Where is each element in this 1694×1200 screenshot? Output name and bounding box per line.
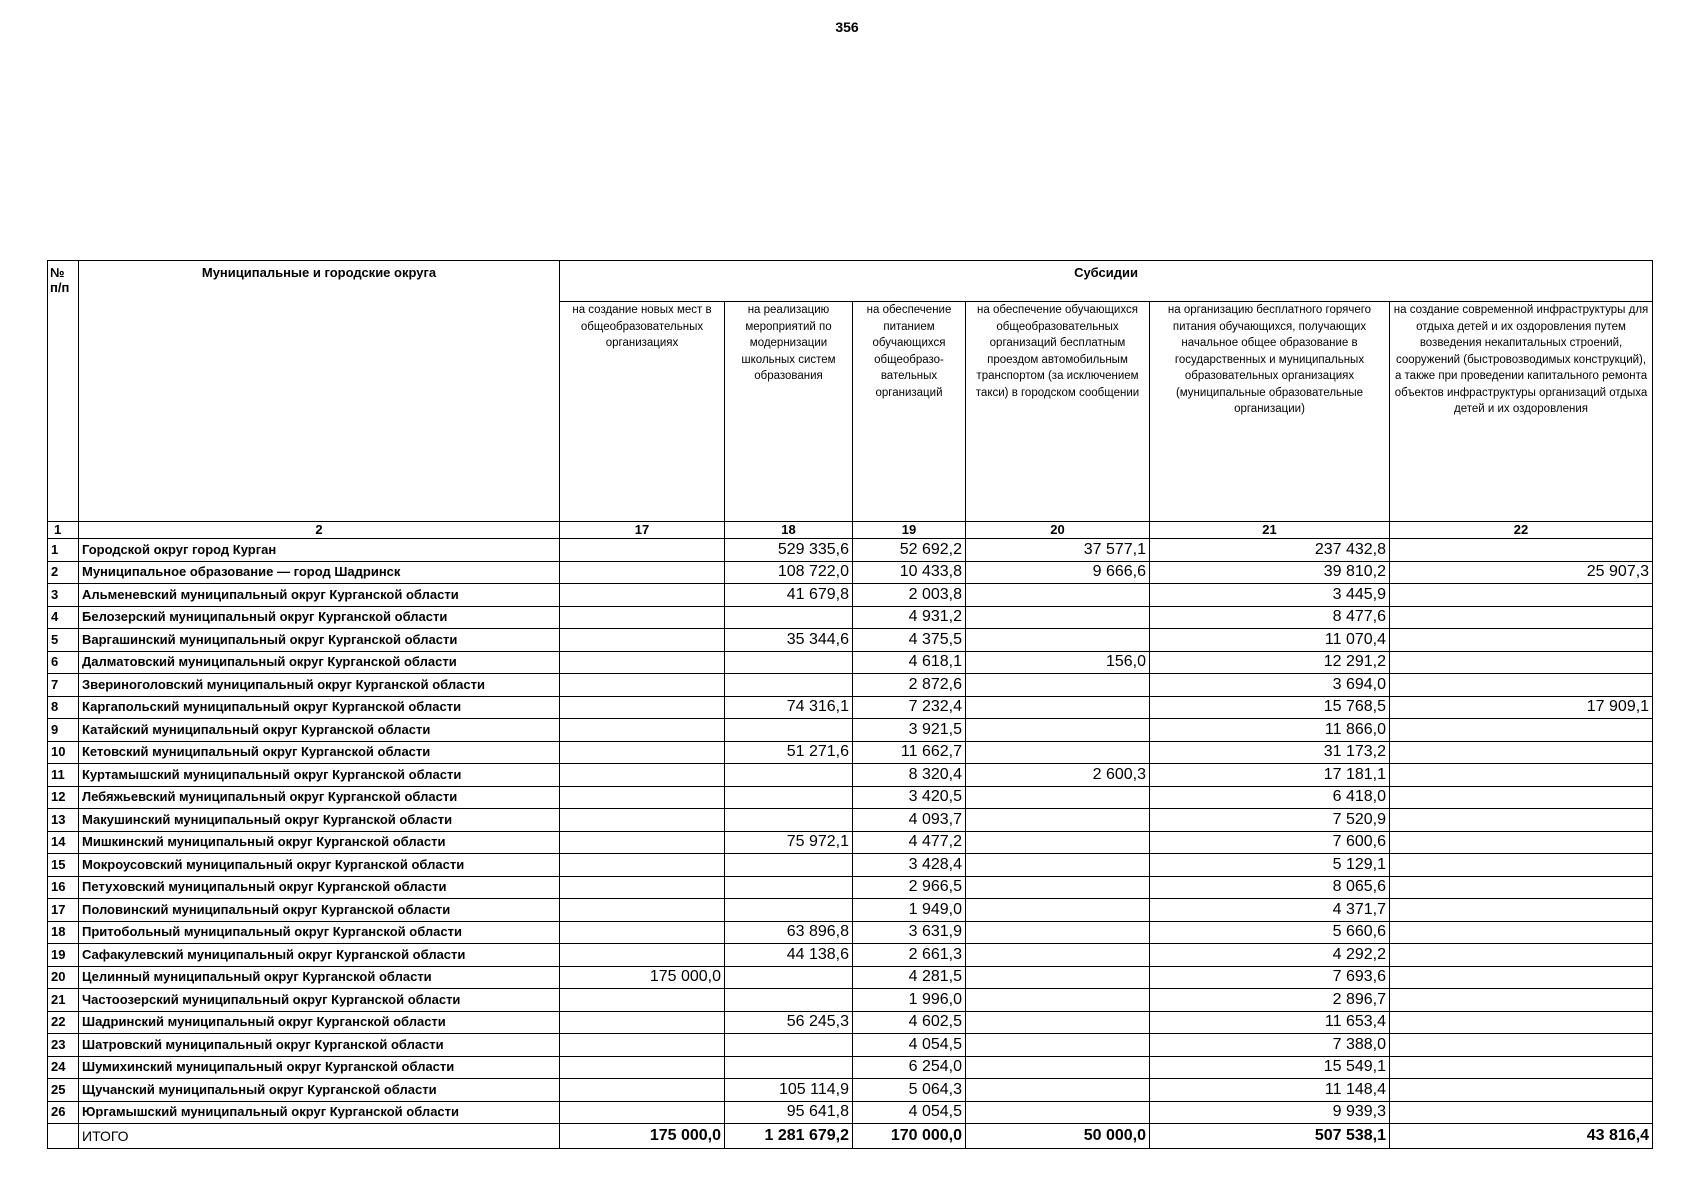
row-index: 12 — [48, 786, 79, 809]
header-col-22: на создание современной инфраструктуры для отдыха детей и их оздоровления путем возведения некапитальных строений, сооружений (быстровозводимых конструкций), а также при проведении капитального ремонта объектов инфраструктуры организаций отдыха детей и их оздоровления — [1390, 302, 1653, 522]
row-col-19: 4 602,5 — [853, 1011, 966, 1034]
row-col-19: 4 054,5 — [853, 1101, 966, 1124]
row-col-22 — [1390, 741, 1653, 764]
row-index: 13 — [48, 809, 79, 832]
row-col-17 — [560, 696, 725, 719]
row-col-18 — [725, 809, 853, 832]
subsidies-table — [47, 260, 1653, 1149]
table-body — [48, 539, 1653, 1124]
row-col-19: 1 949,0 — [853, 899, 966, 922]
total-col-18: 1 281 679,2 — [725, 1124, 853, 1149]
row-col-17 — [560, 651, 725, 674]
table-row — [48, 696, 1653, 719]
row-col-19: 4 093,7 — [853, 809, 966, 832]
table-row — [48, 584, 1653, 607]
row-index: 26 — [48, 1101, 79, 1124]
row-col-17 — [560, 921, 725, 944]
table-row — [48, 899, 1653, 922]
row-col-20: 37 577,1 — [966, 539, 1150, 562]
row-col-20 — [966, 921, 1150, 944]
table-row — [48, 606, 1653, 629]
row-col-22 — [1390, 1079, 1653, 1102]
row-col-21: 5 129,1 — [1150, 854, 1390, 877]
row-col-22 — [1390, 921, 1653, 944]
row-col-21: 11 866,0 — [1150, 719, 1390, 742]
total-col-19: 170 000,0 — [853, 1124, 966, 1149]
table-row — [48, 1101, 1653, 1124]
row-district-name: Шатровский муниципальный округ Курганской области — [79, 1034, 560, 1057]
table-row — [48, 741, 1653, 764]
row-col-17 — [560, 674, 725, 697]
row-col-20 — [966, 696, 1150, 719]
row-index: 2 — [48, 561, 79, 584]
row-col-22 — [1390, 1034, 1653, 1057]
row-col-22 — [1390, 809, 1653, 832]
column-number: 1 — [48, 522, 79, 539]
row-col-17 — [560, 831, 725, 854]
row-index: 17 — [48, 899, 79, 922]
row-index: 16 — [48, 876, 79, 899]
row-col-18: 105 114,9 — [725, 1079, 853, 1102]
row-district-name: Мокроусовский муниципальный округ Курганской области — [79, 854, 560, 877]
row-district-name: Половинский муниципальный округ Курганской области — [79, 899, 560, 922]
total-label: ИТОГО — [79, 1124, 560, 1149]
row-col-19: 7 232,4 — [853, 696, 966, 719]
row-col-17 — [560, 809, 725, 832]
row-col-20 — [966, 606, 1150, 629]
row-col-19: 52 692,2 — [853, 539, 966, 562]
row-col-20 — [966, 1011, 1150, 1034]
row-index: 22 — [48, 1011, 79, 1034]
row-index: 15 — [48, 854, 79, 877]
row-col-19: 4 618,1 — [853, 651, 966, 674]
row-col-17: 175 000,0 — [560, 966, 725, 989]
row-col-18 — [725, 966, 853, 989]
row-col-17 — [560, 786, 725, 809]
table-row — [48, 719, 1653, 742]
row-col-19: 3 428,4 — [853, 854, 966, 877]
row-col-20 — [966, 989, 1150, 1012]
header-col-18: на реализацию мероприятий по модернизации школьных систем образования — [725, 302, 853, 522]
row-col-20 — [966, 584, 1150, 607]
row-col-21: 11 148,4 — [1150, 1079, 1390, 1102]
page-number: 356 — [835, 19, 859, 35]
row-col-22 — [1390, 606, 1653, 629]
column-number: 18 — [725, 522, 853, 539]
row-col-22 — [1390, 584, 1653, 607]
row-district-name: Сафакулевский муниципальный округ Курганской области — [79, 944, 560, 967]
row-col-18: 95 641,8 — [725, 1101, 853, 1124]
row-col-21: 2 896,7 — [1150, 989, 1390, 1012]
row-col-21: 39 810,2 — [1150, 561, 1390, 584]
row-district-name: Кетовский муниципальный округ Курганской области — [79, 741, 560, 764]
row-district-name: Шумихинский муниципальный округ Курганской области — [79, 1056, 560, 1079]
row-district-name: Лебяжьевский муниципальный округ Курганской области — [79, 786, 560, 809]
row-col-20 — [966, 1056, 1150, 1079]
row-col-17 — [560, 539, 725, 562]
table-row — [48, 921, 1653, 944]
table-row — [48, 876, 1653, 899]
row-district-name: Звериноголовский муниципальный округ Курганской области — [79, 674, 560, 697]
row-col-18 — [725, 854, 853, 877]
row-col-21: 4 371,7 — [1150, 899, 1390, 922]
row-col-17 — [560, 854, 725, 877]
row-col-18 — [725, 674, 853, 697]
row-col-20 — [966, 719, 1150, 742]
row-col-18 — [725, 876, 853, 899]
row-index: 21 — [48, 989, 79, 1012]
row-col-20 — [966, 786, 1150, 809]
table-row — [48, 1034, 1653, 1057]
row-district-name: Макушинский муниципальный округ Курганской области — [79, 809, 560, 832]
row-col-18: 56 245,3 — [725, 1011, 853, 1034]
total-row — [48, 1124, 1653, 1149]
row-index: 10 — [48, 741, 79, 764]
row-index: 7 — [48, 674, 79, 697]
row-col-21: 5 660,6 — [1150, 921, 1390, 944]
table-row — [48, 966, 1653, 989]
row-district-name: Каргапольский муниципальный округ Курганской области — [79, 696, 560, 719]
row-index: 20 — [48, 966, 79, 989]
row-col-18 — [725, 899, 853, 922]
row-col-18: 44 138,6 — [725, 944, 853, 967]
total-col-21: 507 538,1 — [1150, 1124, 1390, 1149]
row-col-18: 75 972,1 — [725, 831, 853, 854]
row-col-22 — [1390, 854, 1653, 877]
row-col-20 — [966, 876, 1150, 899]
table-row — [48, 1079, 1653, 1102]
row-col-21: 11 653,4 — [1150, 1011, 1390, 1034]
row-col-19: 4 931,2 — [853, 606, 966, 629]
row-col-21: 4 292,2 — [1150, 944, 1390, 967]
row-col-22 — [1390, 944, 1653, 967]
row-col-22 — [1390, 966, 1653, 989]
row-col-17 — [560, 989, 725, 1012]
row-col-18: 529 335,6 — [725, 539, 853, 562]
row-district-name: Щучанский муниципальный округ Курганской области — [79, 1079, 560, 1102]
row-col-19: 8 320,4 — [853, 764, 966, 787]
row-col-19: 2 003,8 — [853, 584, 966, 607]
row-col-17 — [560, 1056, 725, 1079]
row-col-18 — [725, 786, 853, 809]
table-row — [48, 629, 1653, 652]
row-col-19: 2 872,6 — [853, 674, 966, 697]
row-col-22 — [1390, 651, 1653, 674]
row-col-19: 10 433,8 — [853, 561, 966, 584]
row-col-17 — [560, 944, 725, 967]
row-col-18: 74 316,1 — [725, 696, 853, 719]
row-index: 25 — [48, 1079, 79, 1102]
row-col-22 — [1390, 831, 1653, 854]
row-col-17 — [560, 561, 725, 584]
row-col-19: 3 631,9 — [853, 921, 966, 944]
row-col-17 — [560, 764, 725, 787]
row-col-22 — [1390, 719, 1653, 742]
row-col-21: 12 291,2 — [1150, 651, 1390, 674]
row-col-17 — [560, 1034, 725, 1057]
row-index: 18 — [48, 921, 79, 944]
table-row — [48, 809, 1653, 832]
row-col-18 — [725, 606, 853, 629]
row-col-22: 17 909,1 — [1390, 696, 1653, 719]
row-col-22 — [1390, 1056, 1653, 1079]
row-col-21: 3 445,9 — [1150, 584, 1390, 607]
row-col-18: 51 271,6 — [725, 741, 853, 764]
row-col-18: 108 722,0 — [725, 561, 853, 584]
row-col-19: 1 996,0 — [853, 989, 966, 1012]
row-col-22 — [1390, 1011, 1653, 1034]
row-col-18 — [725, 989, 853, 1012]
header-col-19: на обеспечение питанием обучающихся общеобразо-вательных организаций — [853, 302, 966, 522]
table-row — [48, 831, 1653, 854]
row-col-22 — [1390, 786, 1653, 809]
row-col-21: 9 939,3 — [1150, 1101, 1390, 1124]
row-col-22: 25 907,3 — [1390, 561, 1653, 584]
row-col-17 — [560, 1101, 725, 1124]
row-index: 1 — [48, 539, 79, 562]
row-col-17 — [560, 1079, 725, 1102]
table-row — [48, 1011, 1653, 1034]
total-col-17: 175 000,0 — [560, 1124, 725, 1149]
row-col-19: 3 420,5 — [853, 786, 966, 809]
table-row — [48, 651, 1653, 674]
row-col-22 — [1390, 989, 1653, 1012]
row-col-17 — [560, 719, 725, 742]
table-row — [48, 764, 1653, 787]
row-col-18: 35 344,6 — [725, 629, 853, 652]
row-col-21: 7 693,6 — [1150, 966, 1390, 989]
row-col-20 — [966, 1079, 1150, 1102]
row-index: 11 — [48, 764, 79, 787]
row-col-22 — [1390, 876, 1653, 899]
row-col-19: 4 477,2 — [853, 831, 966, 854]
row-col-18 — [725, 1056, 853, 1079]
row-col-20: 2 600,3 — [966, 764, 1150, 787]
row-col-22 — [1390, 899, 1653, 922]
total-col-20: 50 000,0 — [966, 1124, 1150, 1149]
table-row — [48, 989, 1653, 1012]
row-col-20 — [966, 674, 1150, 697]
row-district-name: Притобольный муниципальный округ Курганской области — [79, 921, 560, 944]
row-col-17 — [560, 899, 725, 922]
row-col-21: 17 181,1 — [1150, 764, 1390, 787]
row-index: 24 — [48, 1056, 79, 1079]
row-col-19: 4 281,5 — [853, 966, 966, 989]
row-col-20 — [966, 809, 1150, 832]
row-col-18 — [725, 651, 853, 674]
column-number: 20 — [966, 522, 1150, 539]
row-district-name: Петуховский муниципальный округ Курганской области — [79, 876, 560, 899]
row-district-name: Шадринский муниципальный округ Курганской области — [79, 1011, 560, 1034]
row-col-21: 31 173,2 — [1150, 741, 1390, 764]
row-col-20 — [966, 741, 1150, 764]
row-col-22 — [1390, 764, 1653, 787]
row-col-17 — [560, 741, 725, 764]
row-district-name: Альменевский муниципальный округ Курганской области — [79, 584, 560, 607]
row-col-18 — [725, 764, 853, 787]
table-row — [48, 561, 1653, 584]
header-col-21: на организацию бесплатного горячего питания обучающихся, получающих начальное общее образование в государственных и муниципальных образовательных организациях (муниципальные образовательные организации) — [1150, 302, 1390, 522]
table-row — [48, 944, 1653, 967]
row-district-name: Варгашинский муниципальный округ Курганской области — [79, 629, 560, 652]
row-district-name: Мишкинский муниципальный округ Курганской области — [79, 831, 560, 854]
row-col-20 — [966, 899, 1150, 922]
row-district-name: Городской округ город Курган — [79, 539, 560, 562]
column-number: 2 — [79, 522, 560, 539]
row-col-17 — [560, 1011, 725, 1034]
row-col-17 — [560, 629, 725, 652]
row-index: 23 — [48, 1034, 79, 1057]
column-number: 19 — [853, 522, 966, 539]
row-col-18 — [725, 719, 853, 742]
header-num: № п/п — [48, 261, 79, 522]
row-col-20: 9 666,6 — [966, 561, 1150, 584]
row-district-name: Катайский муниципальный округ Курганской области — [79, 719, 560, 742]
table-row — [48, 786, 1653, 809]
row-col-21: 7 388,0 — [1150, 1034, 1390, 1057]
row-index: 14 — [48, 831, 79, 854]
row-col-17 — [560, 606, 725, 629]
row-district-name: Муниципальное образование — город Шадринск — [79, 561, 560, 584]
row-col-22 — [1390, 674, 1653, 697]
row-col-22 — [1390, 1101, 1653, 1124]
row-index: 8 — [48, 696, 79, 719]
row-col-21: 15 768,5 — [1150, 696, 1390, 719]
row-col-19: 4 375,5 — [853, 629, 966, 652]
row-col-19: 3 921,5 — [853, 719, 966, 742]
row-col-19: 4 054,5 — [853, 1034, 966, 1057]
table-row — [48, 854, 1653, 877]
row-district-name: Целинный муниципальный округ Курганской области — [79, 966, 560, 989]
total-index — [48, 1124, 79, 1149]
row-col-19: 2 966,5 — [853, 876, 966, 899]
row-col-20 — [966, 854, 1150, 877]
row-col-19: 2 661,3 — [853, 944, 966, 967]
row-district-name: Белозерский муниципальный округ Курганской области — [79, 606, 560, 629]
row-col-20 — [966, 944, 1150, 967]
row-col-17 — [560, 584, 725, 607]
row-col-21: 8 065,6 — [1150, 876, 1390, 899]
row-col-21: 237 432,8 — [1150, 539, 1390, 562]
row-col-19: 11 662,7 — [853, 741, 966, 764]
table-row — [48, 539, 1653, 562]
row-col-19: 5 064,3 — [853, 1079, 966, 1102]
row-col-21: 7 520,9 — [1150, 809, 1390, 832]
row-index: 9 — [48, 719, 79, 742]
table-row — [48, 1056, 1653, 1079]
row-col-21: 7 600,6 — [1150, 831, 1390, 854]
row-district-name: Куртамышский муниципальный округ Курганской области — [79, 764, 560, 787]
row-col-20 — [966, 629, 1150, 652]
row-col-17 — [560, 876, 725, 899]
header-districts: Муниципальные и городские округа — [79, 261, 560, 522]
row-col-20: 156,0 — [966, 651, 1150, 674]
row-col-20 — [966, 1034, 1150, 1057]
row-district-name: Юргамышский муниципальный округ Курганской области — [79, 1101, 560, 1124]
row-col-18 — [725, 1034, 853, 1057]
row-col-21: 3 694,0 — [1150, 674, 1390, 697]
row-col-21: 11 070,4 — [1150, 629, 1390, 652]
row-col-21: 8 477,6 — [1150, 606, 1390, 629]
row-col-18: 41 679,8 — [725, 584, 853, 607]
row-col-22 — [1390, 629, 1653, 652]
row-index: 4 — [48, 606, 79, 629]
row-col-20 — [966, 831, 1150, 854]
header-col-20: на обеспечение обучающихся общеобразовательных организаций бесплатным проездом автомобильным транспортом (за исключением такси) в городском сообщении — [966, 302, 1150, 522]
row-col-21: 6 418,0 — [1150, 786, 1390, 809]
column-numbers-row — [48, 522, 1653, 539]
row-district-name: Частоозерский муниципальный округ Курганской области — [79, 989, 560, 1012]
row-col-19: 6 254,0 — [853, 1056, 966, 1079]
row-col-20 — [966, 1101, 1150, 1124]
table-row — [48, 674, 1653, 697]
header-col-17: на создание новых мест в общеобразовательных организациях — [560, 302, 725, 522]
row-index: 3 — [48, 584, 79, 607]
row-col-22 — [1390, 539, 1653, 562]
total-col-22: 43 816,4 — [1390, 1124, 1653, 1149]
row-index: 19 — [48, 944, 79, 967]
row-col-18: 63 896,8 — [725, 921, 853, 944]
column-number: 21 — [1150, 522, 1390, 539]
column-number: 17 — [560, 522, 725, 539]
row-index: 6 — [48, 651, 79, 674]
row-col-21: 15 549,1 — [1150, 1056, 1390, 1079]
header-subsidies: Субсидии — [560, 261, 1653, 302]
row-index: 5 — [48, 629, 79, 652]
row-district-name: Далматовский муниципальный округ Курганской области — [79, 651, 560, 674]
row-col-20 — [966, 966, 1150, 989]
column-number: 22 — [1390, 522, 1653, 539]
